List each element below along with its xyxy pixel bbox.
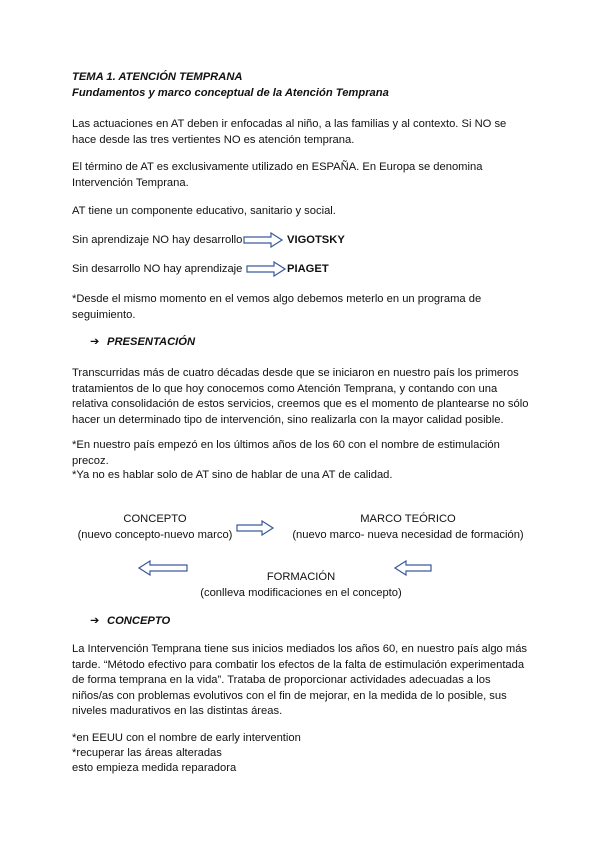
diagram-marco-subtitle: (nuevo marco- nueva necesidad de formación) <box>292 528 524 541</box>
intro-note: *Desde el mismo momento en el vemos algo debemos meterlo en un programa de seguimiento. <box>72 293 482 321</box>
presentacion-bullet-arrow-icon: ➔ <box>90 336 100 348</box>
left-arrow-icon <box>394 560 432 576</box>
concepto-line-1: *en EEUU con el nombre de early intervention <box>72 732 301 744</box>
right-arrow-icon <box>246 261 286 277</box>
diagram-marco-node <box>290 512 526 543</box>
document-title: TEMA 1. ATENCIÓN TEMPRANA <box>72 71 243 83</box>
diagram-formacion-subtitle: (conlleva modificaciones en el concepto) <box>200 586 402 599</box>
intro-paragraph-3: AT tiene un componente educativo, sanitario y social. <box>72 205 336 217</box>
concepto-bullet-arrow-icon: ➔ <box>90 615 100 627</box>
diagram-formacion-title: FORMACIÓN <box>266 571 336 583</box>
presentacion-note-1: *En nuestro país empezó en los últimos años de los 60 con el nombre de estimulación precoz. <box>72 439 500 467</box>
intro-paragraph-1: Las actuaciones en AT deben ir enfocadas al niño, a las familias y al contexto. Si NO se hace desde las tres vertientes NO es atención temprana. <box>72 118 507 146</box>
diagram-concepto-node <box>70 512 240 543</box>
diagram-concepto-subtitle: (nuevo concepto-nuevo marco) <box>77 528 233 541</box>
relation-1-author: VIGOTSKY <box>287 234 345 246</box>
concepto-line-3: esto empieza medida reparadora <box>72 762 237 774</box>
right-arrow-icon <box>243 232 283 248</box>
diagram-marco-title: MARCO TEÓRICO <box>360 513 456 525</box>
concepto-paragraph: La Intervención Temprana tiene sus inicios mediados los años 60, en nuestro país algo más tarde. “Método efectivo para combatir los efectos de la falta de estimulación experimentada de forma temprana en la vida”. Trataba de proporcionar actividades adecuadas a los niños/as con problemas evolutivos con el fin de mejorar, en la medida de lo posible, sus niveles madurativos en las distintas áreas. <box>72 643 528 717</box>
concepto-heading: CONCEPTO <box>107 615 171 627</box>
right-arrow-icon <box>236 520 274 536</box>
relation-2-author: PIAGET <box>287 263 329 275</box>
relation-1-text: Sin aprendizaje NO hay desarrollo <box>72 234 243 246</box>
concepto-line-2: *recuperar las áreas alteradas <box>72 747 222 759</box>
diagram-formacion-node <box>196 570 406 601</box>
relation-2-text: Sin desarrollo NO hay aprendizaje <box>72 263 243 275</box>
left-arrow-icon <box>138 560 188 576</box>
intro-paragraph-2: El término de AT es exclusivamente utilizado en ESPAÑA. En Europa se denomina Intervención Temprana. <box>72 161 483 189</box>
presentacion-heading: PRESENTACIÓN <box>107 336 196 348</box>
presentacion-note-2: *Ya no es hablar solo de AT sino de hablar de una AT de calidad. <box>72 469 393 481</box>
diagram-concepto-title: CONCEPTO <box>123 513 187 525</box>
document-subtitle: Fundamentos y marco conceptual de la Atención Temprana <box>72 87 389 99</box>
presentacion-paragraph: Transcurridas más de cuatro décadas desde que se iniciaron en nuestro país los primeros tratamientos de lo que hoy conocemos como Atención Temprana, y contando con una relativa consolidación de estos servicios, creemos que es el momento de plantearse no sólo hacer un determinado tipo de intervención, sino realizarla con la mayor calidad posible. <box>72 367 529 426</box>
